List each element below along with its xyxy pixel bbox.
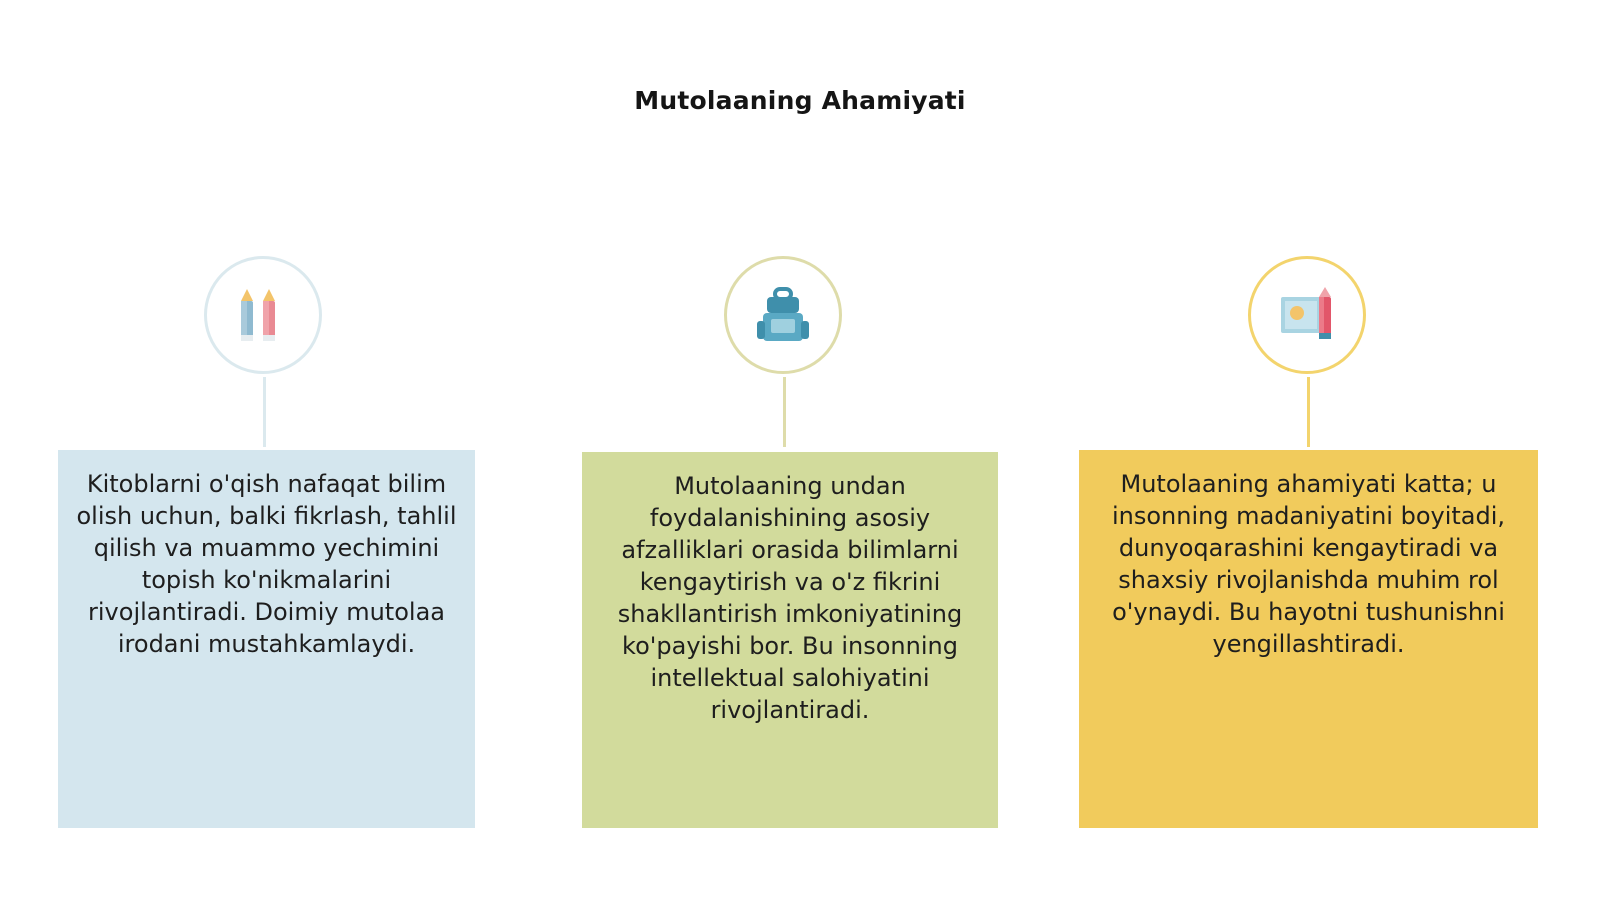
icon-circle-2	[724, 256, 842, 374]
drawing-board-icon	[1275, 283, 1339, 347]
pencils-icon	[233, 283, 293, 347]
icon-circle-1	[204, 256, 322, 374]
connector-line-3	[1307, 377, 1310, 447]
backpack-icon	[751, 283, 815, 347]
info-card-3	[1079, 450, 1538, 828]
info-card-text: Mutolaaning ahamiyati katta; u insonning madaniyatini boyitadi, dunyoqarashini kengaytiradi va shaxsiy rivojlanishda muhim rol o'ynaydi. Bu hayotni tushunishni yengillashtiradi.	[1111, 470, 1506, 658]
page-title: Mutolaaning Ahamiyati	[634, 86, 966, 115]
info-card-text: Kitoblarni o'qish nafaqat bilim olish uchun, balki fikrlash, tahlil qilish va muammo yechimini topish ko'nikmalarini rivojlantiradi. Doimiy mutolaa irodani mustahkamlaydi.	[76, 470, 457, 658]
info-card-2	[582, 452, 998, 828]
info-card-text: Mutolaaning undan foydalanishining asosiy afzalliklari orasida bilimlarni kengaytirish va o'z fikrini shakllantirish imkoniyatining ko'payishi bor. Bu insonning intellektual salohiyatini rivojlantiradi.	[617, 472, 963, 724]
info-card-1	[58, 450, 475, 828]
connector-line-1	[263, 377, 266, 447]
connector-line-2	[783, 377, 786, 447]
icon-circle-3	[1248, 256, 1366, 374]
